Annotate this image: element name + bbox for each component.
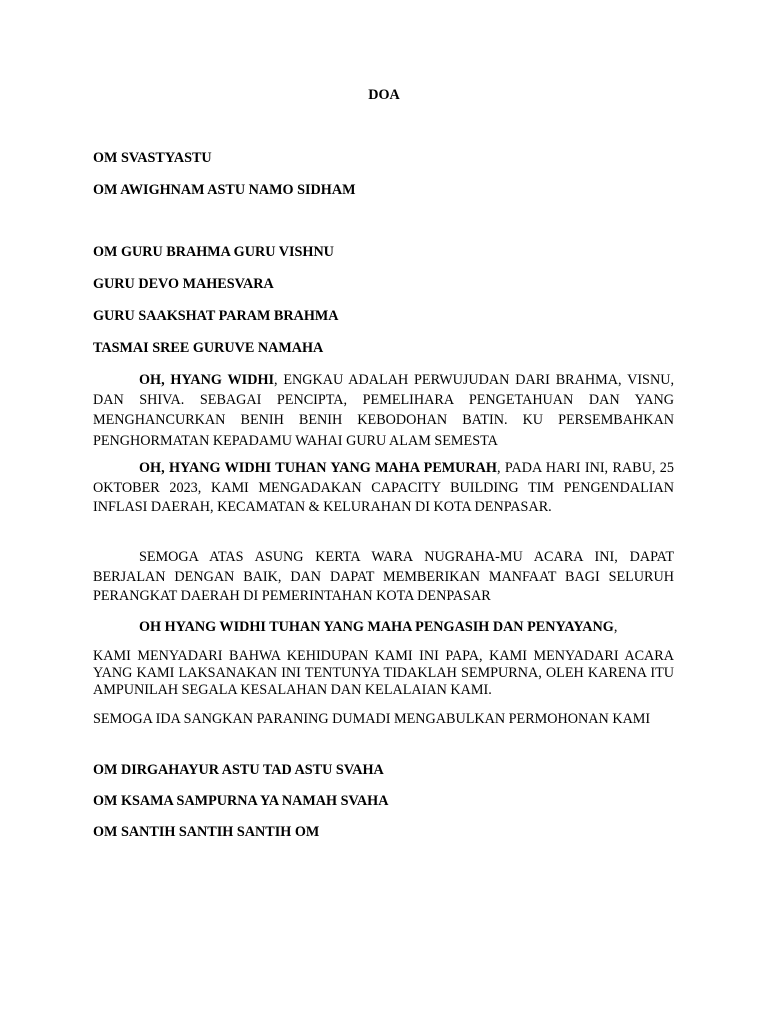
paragraph-lead: OH HYANG WIDHI TUHAN YANG MAHA PENGASIH DAN PENYAYANG [139,619,614,635]
mantra-line-3: GURU SAAKSHAT PARAM BRAHMA [93,308,339,324]
paragraph-maha-pengasih [93,619,674,636]
paragraph-hyang-widhi [93,370,674,451]
paragraph-confession: KAMI MENYADARI BAHWA KEHIDUPAN KAMI INI PAPA, KAMI MENYADARI ACARA YANG KAMI LAKSANAKAN INI TENTUNYA TIDAKLAH SEMPURNA, OLEH KARENA ITU AMPUNILAH SEGALA KESALAHAN DAN KELALAIAN KAMI. [93,648,674,698]
closing-line-2: OM KSAMA SAMPURNA YA NAMAH SVAHA [93,793,389,809]
document-title: DOA [368,87,400,103]
mantra-line-1: OM GURU BRAHMA GURU VISHNU [93,244,334,260]
paragraph-text: SEMOGA ATAS ASUNG KERTA WARA NUGRAHA-MU ACARA INI, DAPAT BERJALAN DENGAN BAIK, DAN DAPAT MEMBERIKAN MANFAAT BAGI SELURUH PERANGKAT DAERAH DI PEMERINTAHAN KOTA DENPASAR [93,549,674,604]
closing-line-1: OM DIRGAHAYUR ASTU TAD ASTU SVAHA [93,762,384,778]
paragraph-lead: OH, HYANG WIDHI TUHAN YANG MAHA PEMURAH [139,460,497,476]
paragraph-semoga-atas [93,548,674,607]
paragraph-text: , ENGKAU ADALAH PERWUJUDAN DARI BRAHMA, VISNU, DAN SHIVA. SEBAGAI PENCIPTA, PEMELIHARA PENGETAHUAN DAN YANG MENGHANCURKAN BENIH BENIH KEBODOHAN BATIN. KU PERSEMBAHKAN PENGHORMATAN KEPADAMU WAHAI GURU ALAM SEMESTA [93,372,674,449]
opening-line-1: OM SVASTYASTU [93,150,212,166]
closing-line-3: OM SANTIH SANTIH SANTIH OM [93,824,320,840]
paragraph-maha-pemurah [93,459,674,518]
paragraph-lead: OH, HYANG WIDHI [139,372,275,388]
paragraph-text: , [613,619,618,635]
opening-line-2: OM AWIGHNAM ASTU NAMO SIDHAM [93,182,356,198]
paragraph-text: , PADA HARI INI, RABU, 25 OKTOBER 2023, KAMI MENGADAKAN CAPACITY BUILDING TIM PENGENDALIAN INFLASI DAERAH, KECAMATAN & KELURAHAN DI KOTA DENPASAR. [93,460,674,515]
paragraph-hope: SEMOGA IDA SANGKAN PARANING DUMADI MENGABULKAN PERMOHONAN KAMI [93,711,651,727]
mantra-line-2: GURU DEVO MAHESVARA [93,276,274,292]
mantra-line-4: TASMAI SREE GURUVE NAMAHA [93,340,324,356]
